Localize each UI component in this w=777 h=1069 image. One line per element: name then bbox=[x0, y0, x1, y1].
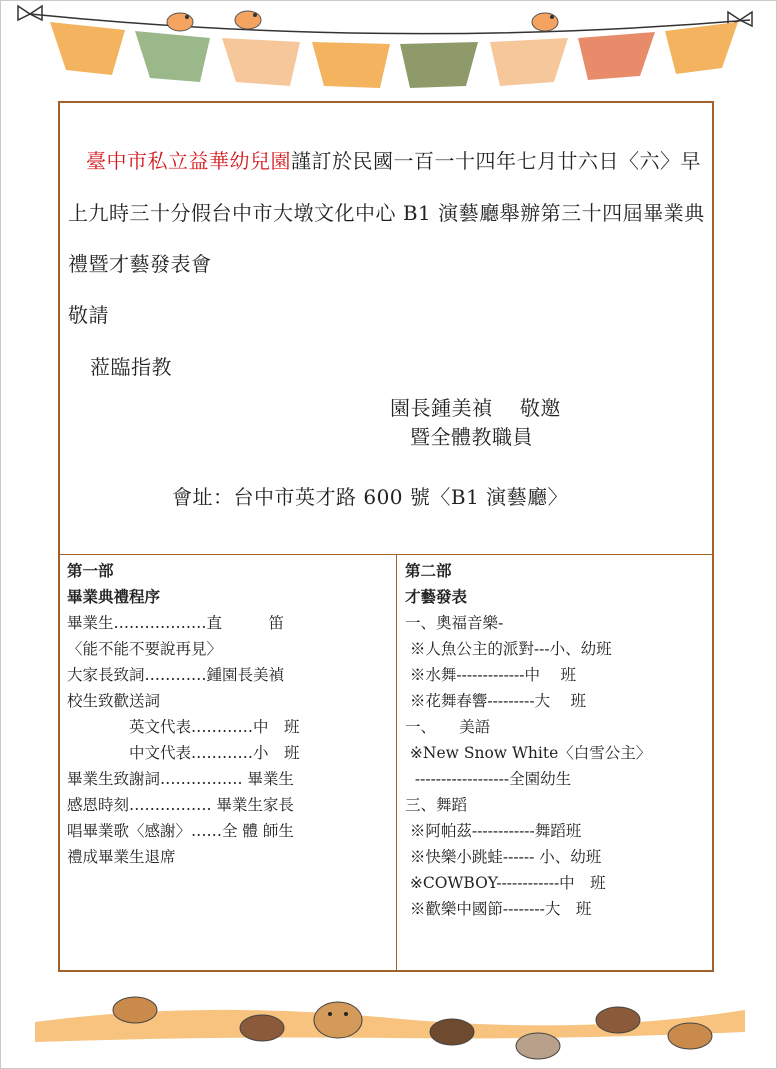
invitation-line-3: 禮暨才藝發表會 bbox=[68, 252, 212, 276]
vertical-divider bbox=[396, 554, 397, 972]
flag-3 bbox=[222, 38, 300, 86]
bird-icon-3 bbox=[532, 13, 558, 31]
list-item: 校生致歡送詞 bbox=[67, 692, 161, 710]
invitation-line-1-rest: 謹訂於民國一百一十四年七月廿六日〈六〉早 bbox=[291, 149, 701, 173]
list-item: 三、舞蹈 bbox=[405, 796, 468, 814]
part2-column bbox=[405, 558, 651, 922]
flag-7 bbox=[578, 32, 655, 80]
list-item: 一、奧福音樂- bbox=[405, 614, 504, 632]
part2-title: 第二部 bbox=[405, 561, 452, 580]
invitation-line-2: 上九時三十分假台中市大墩文化中心 B1 演藝廳舉辦第三十四屆畢業典 bbox=[68, 201, 705, 225]
invitation-line-1 bbox=[86, 145, 701, 174]
attend-text: 蒞臨指教 bbox=[90, 355, 172, 379]
part1-title: 第一部 bbox=[67, 561, 114, 580]
list-item: 禮成畢業生退席 bbox=[67, 848, 176, 866]
bow-icon-left bbox=[18, 6, 42, 20]
part1-subtitle: 畢業典禮程序 bbox=[67, 587, 161, 606]
part2-subtitle: 才藝發表 bbox=[405, 587, 468, 606]
invitation-frame bbox=[58, 101, 714, 972]
list-item: ※花舞春響---------大 班 bbox=[405, 692, 586, 710]
venue-text: 會址：台中市英才路 600 號〈B1 演藝廳〉 bbox=[172, 485, 569, 509]
list-item: ※COWBOY------------中 班 bbox=[405, 874, 606, 892]
squirrel-icon bbox=[314, 1002, 362, 1038]
footer-decoration bbox=[0, 980, 777, 1069]
flag-8 bbox=[665, 22, 738, 74]
acorn-icon-1 bbox=[113, 997, 157, 1023]
list-item: 一、 美語 bbox=[405, 718, 491, 736]
flag-1 bbox=[50, 22, 125, 75]
host-line-2: 暨全體教職員 bbox=[410, 425, 533, 449]
flag-2 bbox=[135, 31, 210, 82]
list-item: 英文代表…………中 班 bbox=[67, 718, 300, 736]
acorn-icon-2 bbox=[240, 1015, 284, 1041]
flag-5 bbox=[400, 42, 478, 88]
host-line-1: 園長鍾美禎 敬邀 bbox=[390, 396, 561, 420]
flag-4 bbox=[312, 42, 390, 88]
flag-6 bbox=[490, 38, 568, 86]
list-item: ※快樂小跳蛙------ 小、幼班 bbox=[405, 848, 602, 866]
list-item: 畢業生致謝詞……………. 畢業生 bbox=[67, 770, 294, 788]
list-item: ※人魚公主的派對---小、幼班 bbox=[405, 640, 612, 658]
acorn-icon-3 bbox=[430, 1019, 474, 1045]
list-item: ※歡樂中國節--------大 班 bbox=[405, 900, 592, 918]
part1-column bbox=[67, 558, 300, 870]
horizontal-divider bbox=[60, 554, 712, 555]
list-item: ※阿帕茲------------舞蹈班 bbox=[405, 822, 582, 840]
bird-icon-2 bbox=[235, 11, 261, 29]
list-item: 〈能不能不要說再見〉 bbox=[67, 640, 223, 658]
list-item: 畢業生………………直 笛 bbox=[67, 614, 285, 632]
list-item: ※水舞-------------中 班 bbox=[405, 666, 576, 684]
acorn-icon-4 bbox=[516, 1033, 560, 1059]
list-item: 感恩時刻……………. 畢業生家長 bbox=[67, 796, 294, 814]
list-item: 大家長致詞…………鍾園長美禎 bbox=[67, 666, 285, 684]
bird-icon-1 bbox=[167, 13, 193, 31]
bunting-decoration bbox=[0, 0, 777, 95]
acorn-icon-6 bbox=[668, 1023, 712, 1049]
acorn-icon-5 bbox=[596, 1007, 640, 1033]
school-name: 臺中市私立益華幼兒園 bbox=[86, 149, 291, 173]
list-item: 唱畢業歌〈感謝〉……全 體 師生 bbox=[67, 822, 294, 840]
list-item: ------------------全園幼生 bbox=[405, 770, 572, 788]
list-item: 中文代表…………小 班 bbox=[67, 744, 300, 762]
invite-text: 敬請 bbox=[68, 303, 109, 327]
list-item: ※New Snow White〈白雪公主〉 bbox=[405, 744, 652, 762]
